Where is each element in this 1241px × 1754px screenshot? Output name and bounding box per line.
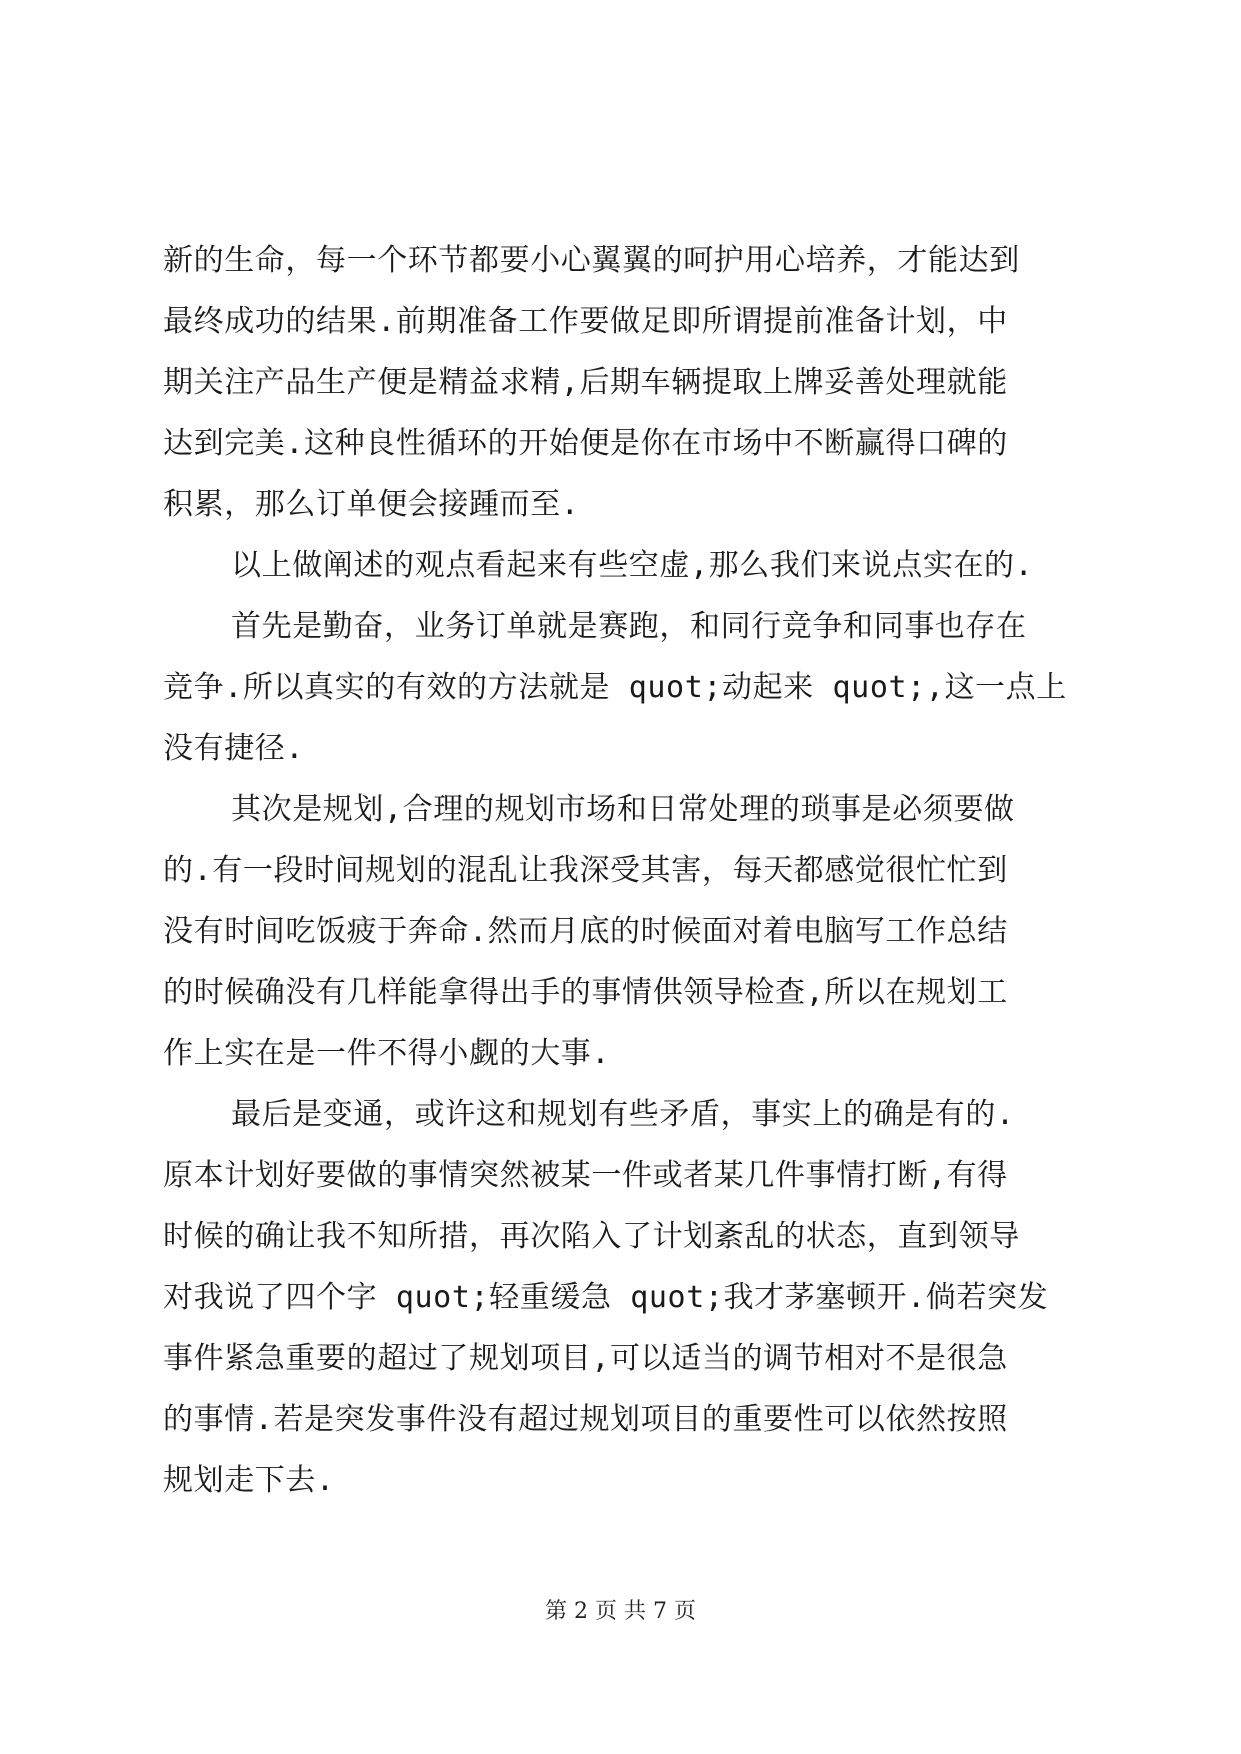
text-line: 竞争.所以真实的有效的方法就是 quot;动起来 quot;,这一点上 bbox=[163, 670, 1067, 705]
text-line: 期关注产品生产便是精益求精,后期车辆提取上牌妥善处理就能 bbox=[163, 365, 1008, 400]
text-line: 达到完美.这种良性循环的开始便是你在市场中不断赢得口碑的 bbox=[163, 426, 1008, 461]
text-line: 作上实在是一件不得小觑的大事. bbox=[163, 1036, 611, 1071]
text-line: 事件紧急重要的超过了规划项目,可以适当的调节相对不是很急 bbox=[163, 1341, 1008, 1376]
paragraph-first-line: 其次是规划,合理的规划市场和日常处理的琐事是必须要做 bbox=[231, 792, 1015, 827]
page-number-footer: 第 2 页 共 7 页 bbox=[545, 1599, 696, 1624]
text-line: 最终成功的结果.前期准备工作要做足即所谓提前准备计划，中 bbox=[163, 304, 1008, 339]
text-line: 对我说了四个字 quot;轻重缓急 quot;我才茅塞顿开.倘若突发 bbox=[163, 1280, 1049, 1315]
body-text bbox=[163, 230, 1093, 1511]
text-line: 时候的确让我不知所措，再次陷入了计划紊乱的状态，直到领导 bbox=[163, 1219, 1020, 1254]
text-line: 没有捷径. bbox=[163, 731, 305, 766]
text-line: 的事情.若是突发事件没有超过规划项目的重要性可以依然按照 bbox=[163, 1402, 1008, 1437]
paragraph-first-line: 以上做阐述的观点看起来有些空虚,那么我们来说点实在的. bbox=[231, 548, 1034, 583]
paragraph-first-line: 首先是勤奋，业务订单就是赛跑，和同行竞争和同事也存在 bbox=[231, 609, 1027, 644]
text-line: 没有时间吃饭疲于奔命.然而月底的时候面对着电脑写工作总结 bbox=[163, 914, 1008, 949]
text-line: 的.有一段时间规划的混乱让我深受其害，每天都感觉很忙忙到 bbox=[163, 853, 1008, 888]
text-line: 原本计划好要做的事情突然被某一件或者某几件事情打断,有得 bbox=[163, 1158, 1008, 1193]
text-line: 积累，那么订单便会接踵而至. bbox=[163, 487, 580, 522]
paragraph-first-line: 最后是变通，或许这和规划有些矛盾，事实上的确是有的. bbox=[231, 1097, 1015, 1132]
text-line: 规划走下去. bbox=[163, 1463, 335, 1498]
text-line: 的时候确没有几样能拿得出手的事情供领导检查,所以在规划工 bbox=[163, 975, 1008, 1010]
text-line: 新的生命，每一个环节都要小心翼翼的呵护用心培养，才能达到 bbox=[163, 243, 1020, 278]
